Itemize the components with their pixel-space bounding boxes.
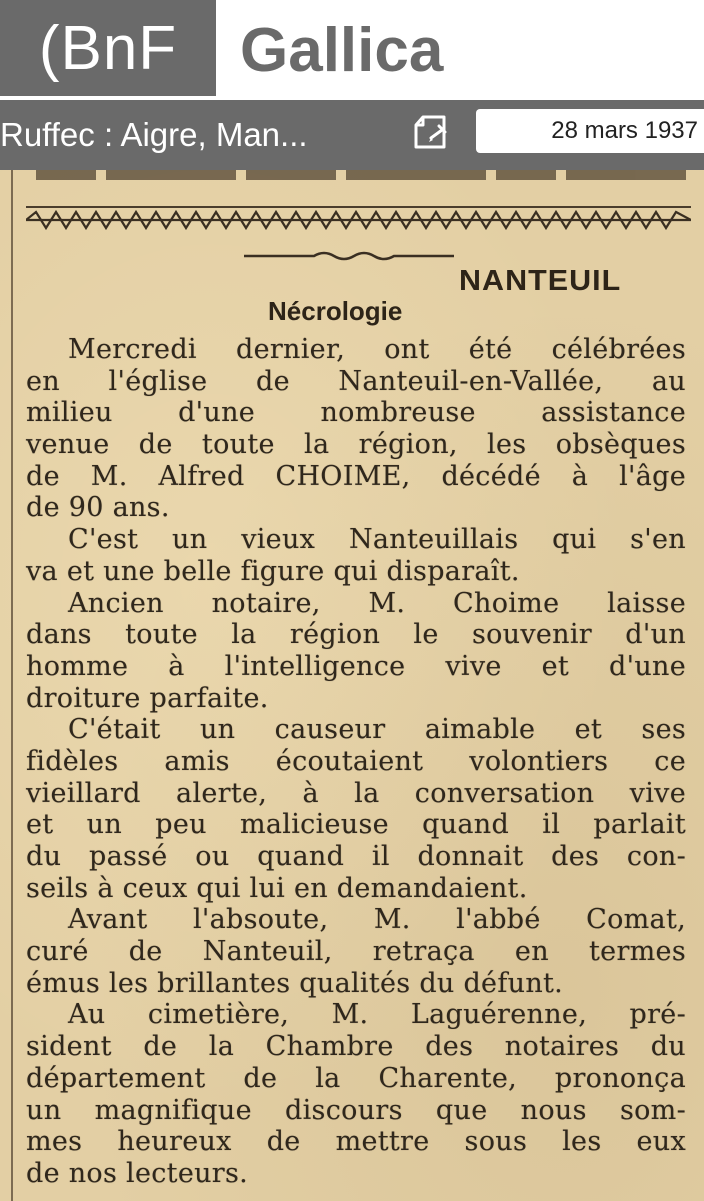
article-line: département de la Charente, prononça	[26, 1062, 686, 1094]
article-line: homme à l'intelligence vive et d'une	[26, 650, 686, 682]
article-line: milieu d'une nombreuse assistance	[26, 397, 686, 429]
article-line: Ancien notaire, M. Choime laisse	[68, 587, 686, 619]
section-separator	[244, 246, 454, 264]
article-line: C'était un causeur aimable et ses	[68, 714, 686, 746]
article-body	[26, 334, 686, 1190]
article-line: venue de toute la région, les obsèques	[26, 429, 686, 461]
decorative-border	[26, 204, 691, 236]
newspaper-scan[interactable]	[0, 170, 704, 1201]
article-line: de M. Alfred CHOIME, décédé à l'âge	[26, 460, 686, 492]
article-line: vieillard alerte, à la conversation vive	[26, 777, 686, 809]
document-toolbar	[0, 100, 704, 170]
article-location-heading: NANTEUIL	[459, 265, 622, 297]
article-line: Avant l'absoute, M. l'abbé Comat,	[68, 904, 686, 936]
issue-date-value: 28 mars 1937	[551, 117, 698, 144]
article-line: de nos lecteurs.	[26, 1157, 249, 1189]
note-edit-icon[interactable]	[409, 110, 453, 154]
article-line: va et une belle figure qui disparaît.	[26, 555, 520, 587]
app-title[interactable]: Gallica	[240, 15, 444, 85]
article-line: seils à ceux qui lui en demandaient.	[26, 872, 528, 904]
article-line: Au cimetière, M. Laguérenne, pré-	[68, 999, 686, 1031]
article-line: dans toute la région le souvenir d'un	[26, 619, 686, 651]
article-line: Mercredi dernier, ont été célébrées	[68, 334, 686, 365]
article-line: C'est un vieux Nanteuillais qui s'en	[68, 524, 686, 556]
article-line: sident de la Chambre des notaires du	[26, 1031, 686, 1063]
issue-date-selector[interactable]	[476, 109, 704, 153]
article-line: émus les brillantes qualités du défunt.	[26, 967, 564, 999]
article-line: mes heureux de mettre sous les eux	[26, 1126, 686, 1158]
column-rule	[11, 170, 13, 1201]
article-line: curé de Nanteuil, retraça en termes	[26, 936, 686, 968]
document-title[interactable]: Ruffec : Aigre, Man...	[0, 116, 308, 153]
article-line: du passé ou quand il donnait des con-	[26, 841, 686, 872]
article-line: fidèles amis écoutaient volontiers ce	[26, 745, 686, 777]
article-line: et un peu malicieuse quand il parlait	[26, 809, 686, 841]
article-line: un magnifique discours que nous som-	[26, 1094, 686, 1126]
brand-header	[0, 0, 704, 100]
clipped-text-fragment	[26, 170, 691, 184]
bnf-logo[interactable]: (BnF	[0, 0, 216, 96]
article-section-heading: Nécrologie	[268, 296, 403, 326]
article-line: en l'église de Nanteuil-en-Vallée, au	[26, 365, 686, 397]
article-line: de 90 ans.	[26, 492, 170, 524]
article-line: droiture parfaite.	[26, 682, 269, 714]
